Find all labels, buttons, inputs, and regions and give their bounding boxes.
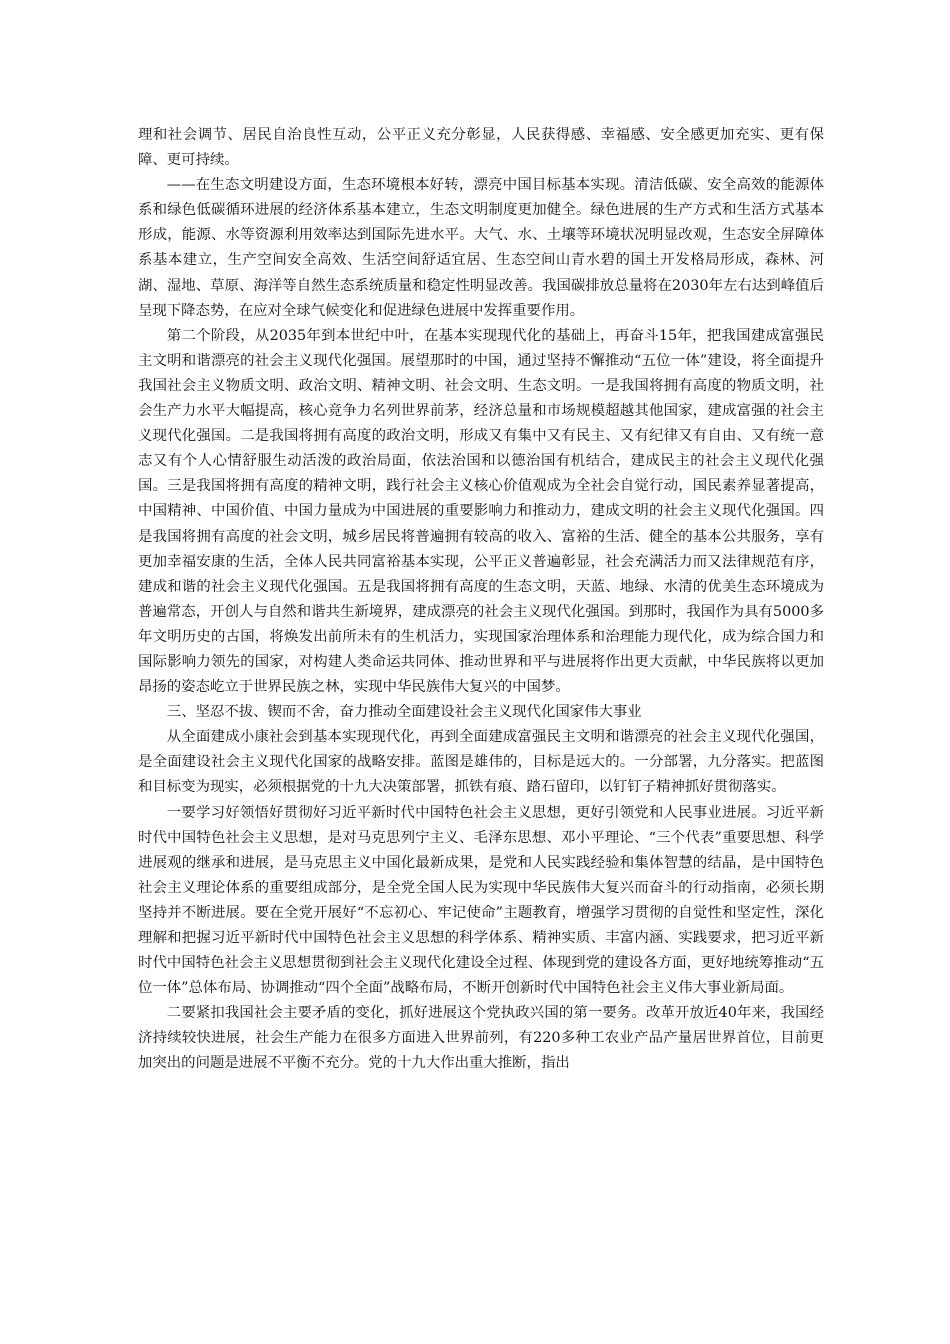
section-heading-three: 三、坚忍不拔、锲而不舍，奋力推动全面建设社会主义现代化国家伟大事业 (166, 704, 642, 721)
paragraph-strategic-arrangement: 从全面建成小康社会到基本实现现代化，再到全面建成富强民主文明和谐漂亮的社会主义现代化强国，是全面建设社会主义现代化国家的战略安排。蓝图是雄伟的，目标是远大的。一分部署，九分落实。把蓝图和目标变为现实，必须根据党的十九大决策部署，抓铁有痕、踏石留印，以钉钉子精神抓好贯彻落实。 (138, 729, 824, 796)
document-page (138, 123, 824, 1077)
paragraph-second-stage: 第二个阶段，从2035年到本世纪中叶，在基本实现现代化的基础上，再奋斗15年，把我国建成富强民主文明和谐漂亮的社会主义现代化强国。展望那时的中国，通过坚持不懈推动“五位一体”建设，将全面提升我国社会主义物质文明、政治文明、精神文明、社会文明、生态文明。一是我国将拥有高度的物质文明，社会生产力水平大幅提高，核心竞争力名列世界前茅，经济总量和市场规模超越其他国家，建成富强的社会主义现代化强国。二是我国将拥有高度的政治文明，形成又有集中又有民主、又有纪律又有自由、又有统一意志又有个人心情舒服生动活泼的政治局面，依法治国和以德治国有机结合，建成民主的社会主义现代化强国。三是我国将拥有高度的精神文明，践行社会主义核心价值观成为全社会自觉行动，国民素养显著提高，中国精神、中国价值、中国力量成为中国进展的重要影响力和推动力，建成文明的社会主义现代化强国。四是我国将拥有高度的社会文明，城乡居民将普遍拥有较高的收入、富裕的生活、健全的基本公共服务，享有更加幸福安康的生活，全体人民共同富裕基本实现，公平正义普遍彰显，社会充满活力而又法律规范有序，建成和谐的社会主义现代化强国。五是我国将拥有高度的生态文明，天蓝、地绿、水清的优美生态环境成为普遍常态，开创人与自然和谐共生新境界，建成漂亮的社会主义现代化强国。到那时，我国作为具有5000多年文明历史的古国，将焕发出前所未有的生机活力，实现国家治理体系和治理能力现代化，成为综合国力和国际影响力领先的国家，对构建人类命运共同体、推动世界和平与进展将作出更大贡献，中华民族将以更加昂扬的姿态屹立于世界民族之林，实现中华民族伟大复兴的中国梦。 (138, 327, 824, 696)
paragraph-point-two: 二要紧扣我国社会主要矛盾的变化，抓好进展这个党执政兴国的第一要务。改革开放近40年来，我国经济持续较快进展，社会生产能力在很多方面进入世界前列，有220多种工农业产品产量居世界首位，目前更加突出的问题是进展不平衡不充分。党的十九大作出重大推断，指出 (138, 1005, 824, 1072)
paragraph-point-one: 一要学习好领悟好贯彻好习近平新时代中国特色社会主义思想，更好引领党和人民事业进展。习近平新时代中国特色社会主义思想，是对马克思列宁主义、毛泽东思想、邓小平理论、“三个代表”重要思想、科学进展观的继承和进展，是马克思主义中国化最新成果，是党和人民实践经验和集体智慧的结晶，是中国特色社会主义理论体系的重要组成部分，是全党全国人民为实现中华民族伟大复兴而奋斗的行动指南，必须长期坚持并不断进展。要在全党开展好“不忘初心、牢记使命”主题教育，增强学习贯彻的自觉性和坚定性，深化理解和把握习近平新时代中国特色社会主义思想的科学体系、精神实质、丰富内涵、实践要求，把习近平新时代中国特色社会主义思想贯彻到社会主义现代化建设全过程、体现到党的建设各方面，更好地统筹推动“五位一体”总体布局、协调推动“四个全面”战略布局，不断开创新时代中国特色社会主义伟大事业新局面。 (138, 804, 824, 997)
paragraph-continuation: 理和社会调节、居民自治良性互动，公平正义充分彰显，人民获得感、幸福感、安全感更加充实、更有保障、更可持续。 (138, 127, 824, 169)
paragraph-ecological-civilization: ——在生态文明建设方面，生态环境根本好转，漂亮中国目标基本实现。清洁低碳、安全高效的能源体系和绿色低碳循环进展的经济体系基本建立，生态文明制度更加健全。绿色进展的生产方式和生活方式基本形成，能源、水等资源利用效率达到国际先进水平。大气、水、土壤等环境状况明显改观，生态安全屏障体系基本建立，生产空间安全高效、生活空间舒适宜居、生态空间山青水碧的国土开发格局形成，森林、河湖、湿地、草原、海洋等自然生态系统质量和稳定性明显改善。我国碳排放总量将在2030年左右达到峰值后呈现下降态势，在应对全球气候变化和促进绿色进展中发挥重要作用。 (138, 177, 824, 319)
